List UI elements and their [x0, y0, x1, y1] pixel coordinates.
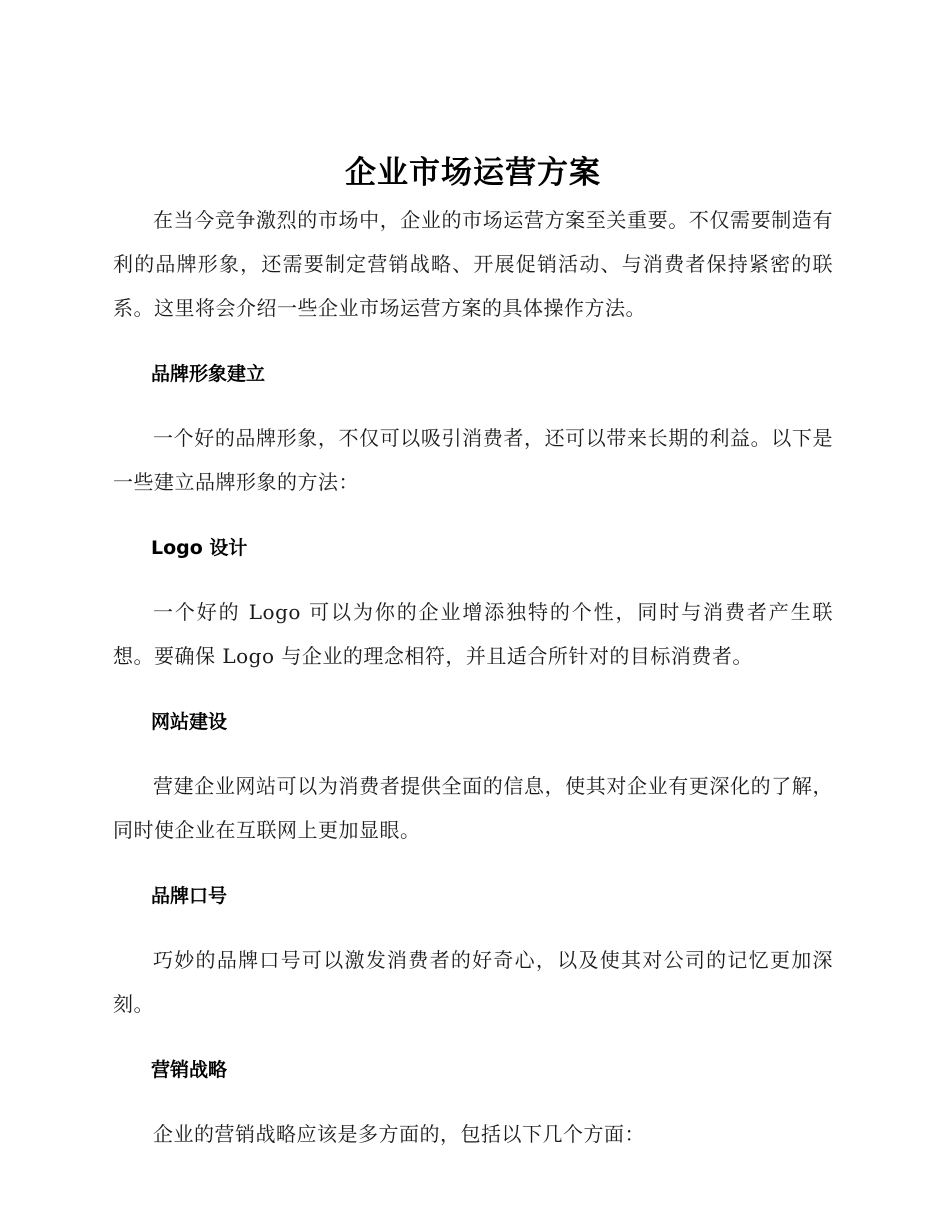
document-title: 企业市场运营方案	[345, 155, 601, 191]
section-heading-logo-design: Logo 设计	[151, 537, 248, 559]
section-body-marketing-strategy: 企业的营销战略应该是多方面的，包括以下几个方面：	[153, 1122, 645, 1146]
intro-paragraph: 在当今竞争激烈的市场中，企业的市场运营方案至关重要。不仅需要制造有利的品牌形象，还需要制定营销战略、开展促销活动、与消费者保持紧密的联系。这里将会介绍一些企业市场运营方案的具体操作方法。	[113, 208, 833, 320]
section-heading-slogan: 品牌口号	[151, 885, 228, 907]
section-heading-website: 网站建设	[151, 711, 228, 733]
section-heading-marketing-strategy: 营销战略	[151, 1059, 228, 1081]
document-content	[113, 148, 833, 1156]
section-body-brand-image: 一个好的品牌形象，不仅可以吸引消费者，还可以带来长期的利益。以下是一些建立品牌形象的方法：	[113, 426, 833, 494]
section-heading-brand-image: 品牌形象建立	[151, 363, 266, 385]
section-body-website: 营建企业网站可以为消费者提供全面的信息，使其对企业有更深化的了解，同时使企业在互联网上更加显眼。	[113, 774, 833, 842]
section-body-slogan: 巧妙的品牌口号可以激发消费者的好奇心，以及使其对公司的记忆更加深刻。	[113, 948, 833, 1016]
section-body-logo-design: 一个好的 Logo 可以为你的企业增添独特的个性，同时与消费者产生联想。要确保 Logo 与企业的理念相符，并且适合所针对的目标消费者。	[113, 600, 833, 668]
